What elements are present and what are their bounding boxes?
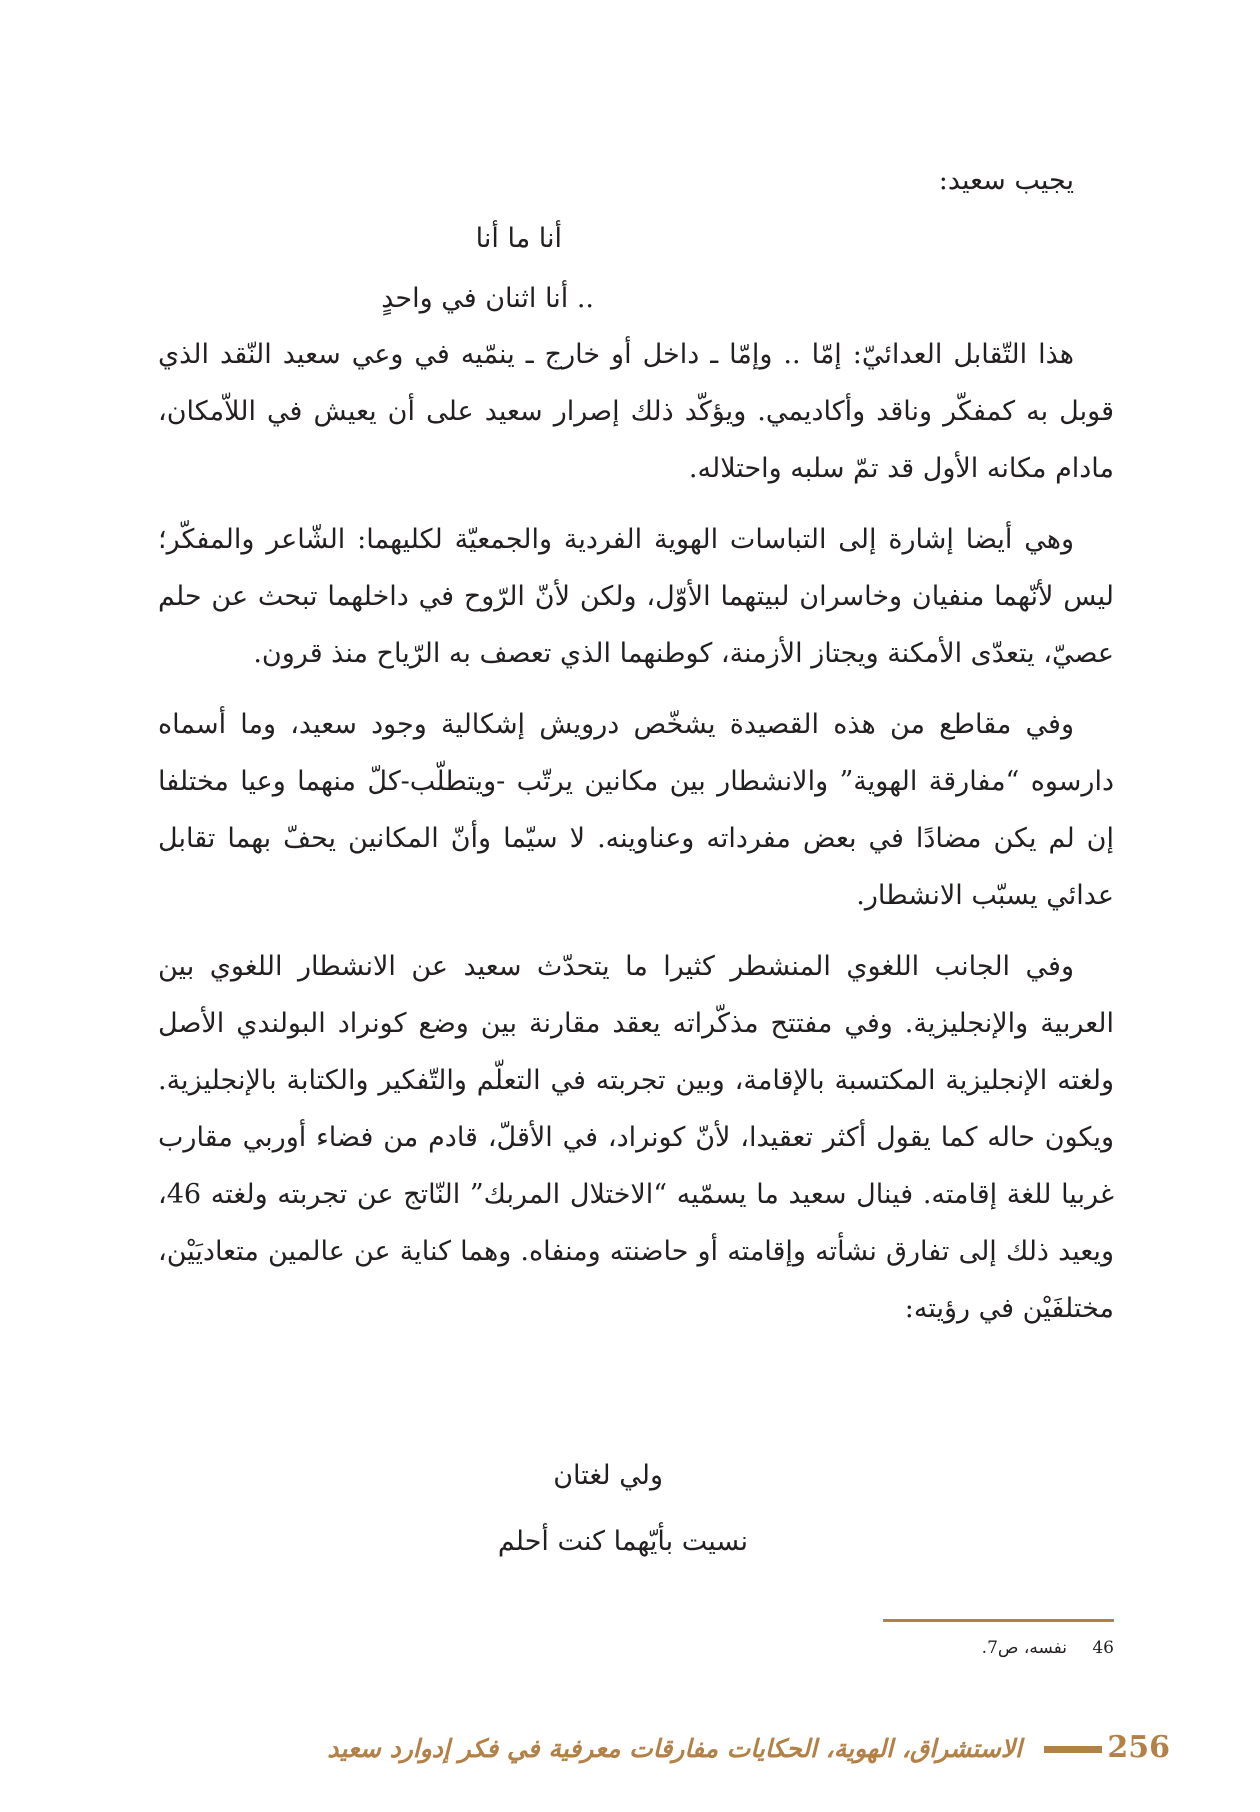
footnote bbox=[982, 1636, 1114, 1660]
verse-line: أنا ما أنا bbox=[475, 223, 562, 254]
book-title: الاستشراق، الهوية، الحكايات مفارقات معرفية في فكر إدوارد سعيد bbox=[327, 1734, 1022, 1763]
verse-line: .. أنا اثنان في واحدٍ bbox=[381, 283, 594, 314]
footnote-number: 46 bbox=[1092, 1638, 1114, 1658]
footnote-text: نفسه، ص7. bbox=[981, 1638, 1067, 1658]
paragraph: وهي أيضا إشارة إلى التباسات الهوية الفردية والجمعيّة لكليهما: الشّاعر والمفكّر؛ ليس لأنّهما منفيان وخاسران لبيتهما الأوّل، ولكن لأنّ الرّوح في داخلهما تبحث عن حلم عصيّ، يتعدّى الأمكنة ويجتاز الأزمنة، كوطنهما الذي تعصف به الرّياح منذ قرون. bbox=[158, 524, 1114, 669]
running-footer bbox=[327, 1725, 1170, 1775]
paragraph: وفي الجانب اللغوي المنشطر كثيرا ما يتحدّث سعيد عن الانشطار اللغوي بين العربية والإنجليزية. وفي مفتتح مذكّراته يعقد مقارنة بين وضع كونراد البولندي الأصل ولغته الإنجليزية المكتسبة بالإقامة، وبين تجربته في التعلّم والتّفكير والكتابة بالإنجليزية. ويكون حاله كما يقول أكثر تعقيدا، لأنّ كونراد، في الأقلّ، قادم من فضاء أوربي مقارب غربيا للغة إقامته. فينال سعيد ما يسمّيه “الاختلال المربك” النّاتج عن تجربته ولغته 46، ويعيد ذلك إلى تفارق نشأته وإقامته أو حاضنته ومنفاه. وهما كناية عن عالمين متعاديَيْن، مختلفَيْن في رؤيته: bbox=[158, 951, 1114, 1324]
paragraph: وفي مقاطع من هذه القصيدة يشخّص درويش إشكالية وجود سعيد، وما أسماه دارسوه “مفارقة الهوية” والانشطار بين مكانين يرتّب -ويتطلّب-كلّ منهما وعيا مختلفا إن لم يكن مضادًا في بعض مفرداته وعناوينه. لا سيّما وأنّ المكانين يحفّ بهما تقابل عدائي يسبّب الانشطار. bbox=[158, 709, 1114, 911]
paragraph: هذا التّقابل العدائيّ: إمّا .. وإمّا ـ داخل أو خارج ـ ينمّيه في وعي سعيد النّقد الذي قوبل به كمفكّر وناقد وأكاديمي. ويؤكّد ذلك إصرار سعيد على أن يعيش في اللاّمكان، مادام مكانه الأول قد تمّ سلبه واحتلاله. bbox=[158, 339, 1114, 484]
body-text bbox=[158, 326, 1114, 1351]
intro-line: يجيب سعيد: bbox=[938, 165, 1074, 196]
verse-line: ولي لغتان bbox=[553, 1460, 663, 1491]
footer-bar bbox=[1044, 1746, 1102, 1753]
page-number: 256 bbox=[1107, 1730, 1170, 1765]
verse-line: نسيت بأيّهما كنت أحلم bbox=[497, 1526, 748, 1557]
footnote-divider bbox=[883, 1619, 1114, 1622]
